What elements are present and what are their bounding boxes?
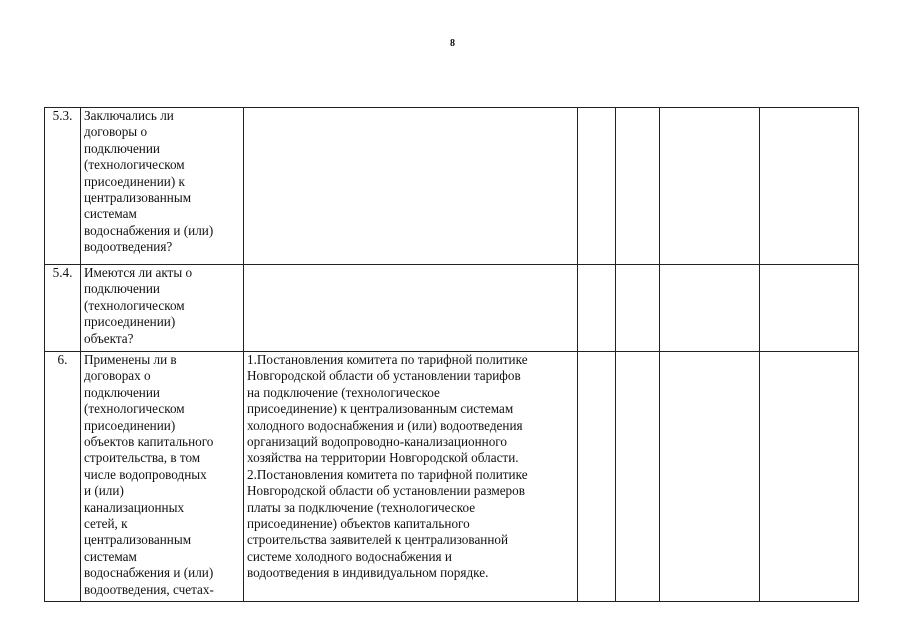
- text-line: Имеются ли акты о: [84, 265, 193, 280]
- answer-no-cell: [616, 352, 660, 602]
- answer-yes-cell: [578, 265, 616, 352]
- note-cell: [760, 352, 859, 602]
- text-line: договорах о: [84, 368, 151, 384]
- reference-cell: [244, 108, 578, 265]
- text-line: присоединении): [84, 314, 176, 330]
- text-line: (технологическом: [84, 401, 185, 417]
- text-line: системам: [84, 206, 137, 222]
- text-line: водоснабжения и (или): [84, 565, 214, 581]
- question-cell: [81, 265, 244, 352]
- reference-cell: [244, 265, 578, 352]
- table-row: [45, 108, 859, 265]
- text-line: платы за подключение (технологическое: [247, 499, 476, 515]
- text-line: 1.Постановления комитета по тарифной политике: [247, 352, 528, 367]
- note-cell: [760, 108, 859, 265]
- row-number: 5.3.: [45, 108, 81, 265]
- not-required-cell: [660, 352, 760, 602]
- text-line: системе холодного водоснабжения и: [247, 548, 452, 564]
- checklist-table: [44, 107, 859, 602]
- text-line: холодного водоснабжения и (или) водоотведения: [247, 417, 523, 433]
- text-line: подключении: [84, 384, 160, 400]
- text-line: объекта?: [84, 330, 134, 346]
- row-number: 6.: [45, 352, 81, 602]
- table-row: [45, 352, 859, 602]
- not-required-cell: [660, 265, 760, 352]
- text-line: водоснабжения и (или): [84, 222, 214, 238]
- text-line: Применены ли в: [84, 352, 177, 367]
- text-line: 2.Постановления комитета по тарифной политике: [247, 466, 528, 482]
- text-line: хозяйства на территории Новгородской области.: [247, 450, 519, 466]
- page-number: 8: [450, 38, 455, 49]
- question-cell: [81, 108, 244, 265]
- note-cell: [760, 265, 859, 352]
- text-line: присоединение) к централизованным системам: [247, 401, 514, 417]
- answer-no-cell: [616, 265, 660, 352]
- text-line: водоотведения, счетах-: [84, 581, 214, 597]
- answer-yes-cell: [578, 108, 616, 265]
- text-line: строительства, в том: [84, 450, 201, 466]
- text-line: Новгородской области об установлении тарифов: [247, 368, 521, 384]
- answer-yes-cell: [578, 352, 616, 602]
- text-line: (технологическом: [84, 157, 185, 173]
- text-line: водоотведения?: [84, 239, 173, 255]
- text-line: Заключались ли: [84, 108, 174, 123]
- text-line: (технологическом: [84, 297, 185, 313]
- row-number: 5.4.: [45, 265, 81, 352]
- text-line: присоединение) объектов капитального: [247, 516, 470, 532]
- text-line: присоединении): [84, 417, 176, 433]
- text-line: договоры о: [84, 124, 148, 140]
- text-line: строительства заявителей к централизованной: [247, 532, 509, 548]
- text-line: водоотведения в индивидуальном порядке.: [247, 565, 489, 581]
- question-cell: [81, 352, 244, 602]
- text-line: подключении: [84, 140, 160, 156]
- text-line: организаций водопроводно-канализационного: [247, 434, 507, 450]
- not-required-cell: [660, 108, 760, 265]
- text-line: объектов капитального: [84, 434, 214, 450]
- text-line: числе водопроводных: [84, 466, 207, 482]
- text-line: Новгородской области об установлении размеров: [247, 483, 525, 499]
- text-line: централизованным: [84, 190, 192, 206]
- text-line: присоединении) к: [84, 173, 185, 189]
- text-line: сетей, к: [84, 516, 128, 532]
- text-line: канализационных: [84, 499, 185, 515]
- table-row: [45, 265, 859, 352]
- text-line: подключении: [84, 281, 160, 297]
- reference-cell: [244, 352, 578, 602]
- text-line: централизованным: [84, 532, 192, 548]
- text-line: системам: [84, 548, 137, 564]
- text-line: на подключение (технологическое: [247, 384, 440, 400]
- answer-no-cell: [616, 108, 660, 265]
- text-line: и (или): [84, 483, 124, 499]
